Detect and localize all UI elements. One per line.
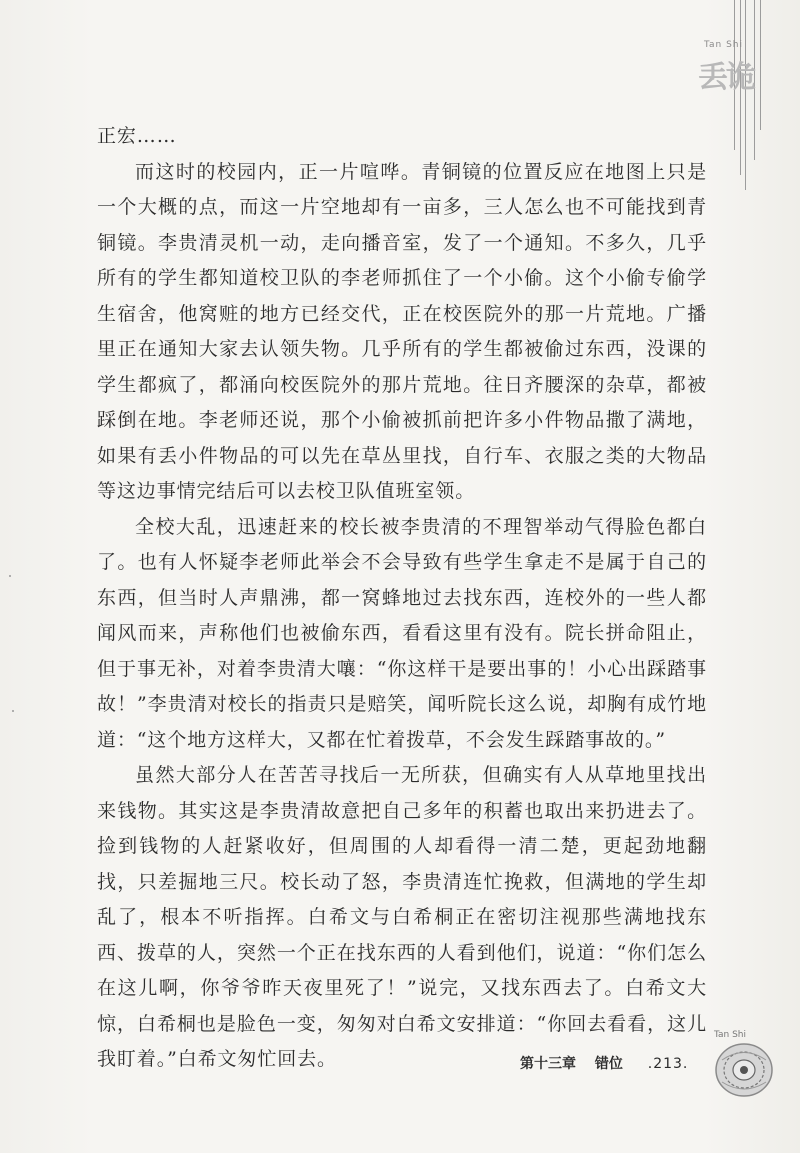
scan-speck [12, 710, 14, 712]
header-logo-small-text: Tan Shi [704, 40, 744, 50]
header-logo-text: 丢诡 [698, 60, 754, 95]
footer-logo [710, 1030, 780, 1100]
chapter-number: 第十三章 [520, 1056, 576, 1072]
body-text [97, 119, 707, 1078]
footer-logo-small-text: Tan Shi [714, 1030, 747, 1040]
page-footer [520, 1053, 688, 1073]
paragraph-3: 全校大乱，迅速赶来的校长被李贵清的不理智举动气得脸色都白了。也有人怀疑李老师此举会不会导致有些学生拿走不是属于自己的东西，但当时人声鼎沸，都一窝蜂地过去找东西，连校外的一些人都闻风而来，声称他们也被偷东西，看看这里有没有。院长拼命阻止，但于事无补，对着李贵清大嚷：“你这样干是要出事的！小心出踩踏事故！”李贵清对校长的指责只是赔笑，闻听院长这么说，却胸有成竹地道：“这个地方这样大，又都在忙着拨草，不会发生踩踏事故的。” [97, 515, 707, 751]
paragraph-4: 虽然大部分人在苦苦寻找后一无所获，但确实有人从草地里找出来钱物。其实这是李贵清故意把自己多年的积蓄也取出来扔进去了。捡到钱物的人赶紧收好，但周围的人却看得一清二楚，更起劲地翻找，只差掘地三尺。校长动了怒，李贵清连忙挽救，但满地的学生却乱了，根本不听指挥。白希文与白希桐正在密切注视那些满地找东西、拨草的人，突然一个正在找东西的人看到他们，说道：“你们怎么在这儿啊，你爷爷昨天夜里死了！”说完，又找东西去了。白希文大惊，白希桐也是脸色一变，匆匆对白希文安排道：“你回去看看，这儿我盯着。”白希文匆忙回去。 [97, 764, 707, 1070]
scan-speck [9, 575, 11, 577]
footer-ornament-icon [712, 1040, 776, 1100]
header-logo [692, 40, 762, 100]
page-number: .213. [647, 1056, 689, 1072]
paragraph-2: 而这时的校园内，正一片喧哗。青铜镜的位置反应在地图上只是一个大概的点，而这一片空地却有一亩多，三人怎么也不可能找到青铜镜。李贵清灵机一动，走向播音室，发了一个通知。不多久，几乎所有的学生都知道校卫队的李老师抓住了一个小偷。这个小偷专偷学生宿舍，他窝赃的地方已经交代，正在校医院外的那一片荒地。广播里正在通知大家去认领失物。几乎所有的学生都被偷过东西，没课的学生都疯了，都涌向校医院外的那片荒地。往日齐腰深的杂草，都被踩倒在地。李老师还说，那个小偷被抓前把许多小件物品撒了满地，如果有丢小件物品的可以先在草丛里找，自行车、衣服之类的大物品等这边事情完结后可以去校卫队值班室领。 [97, 160, 707, 502]
paragraph-1: 正宏…… [97, 125, 177, 147]
chapter-title: 错位 [594, 1056, 623, 1072]
